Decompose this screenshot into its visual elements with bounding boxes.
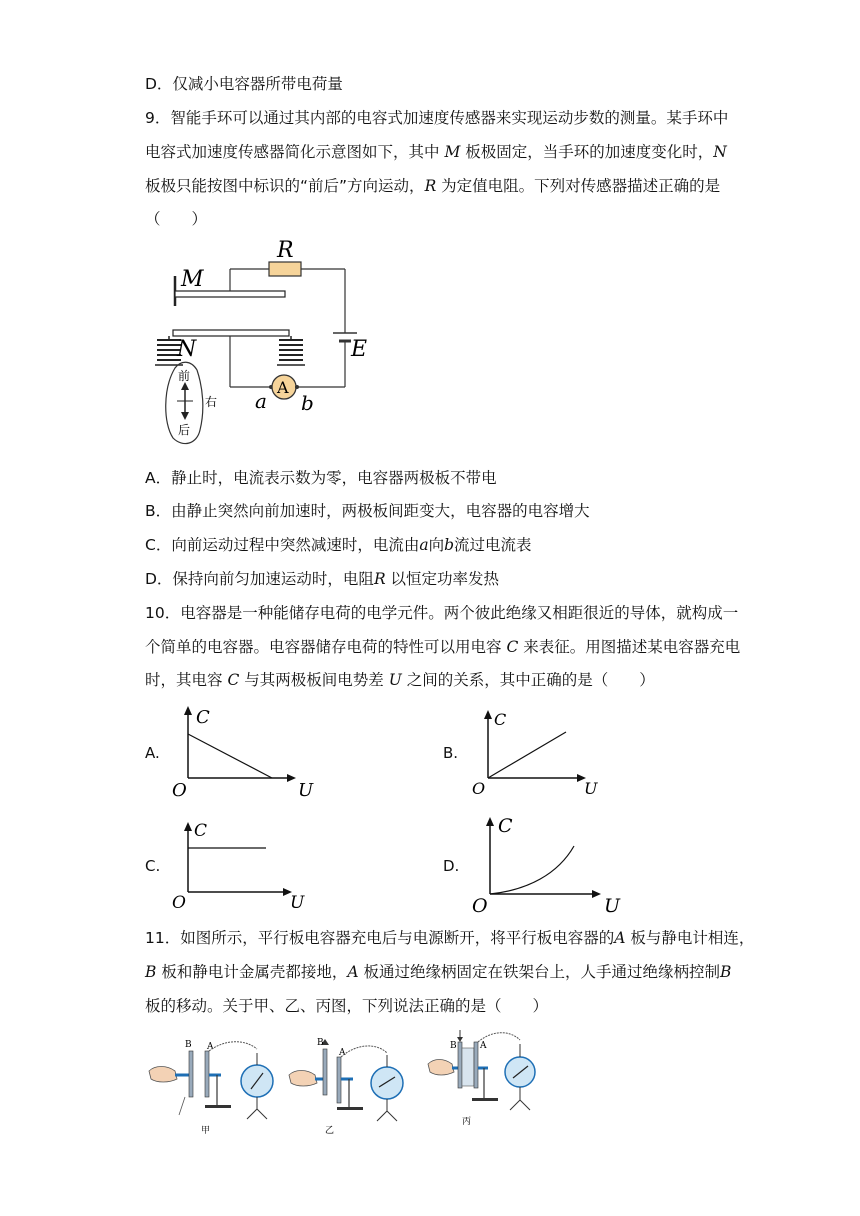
q11-stem-line-1: 11．如图所示，平行板电容器充电后与电源断开，将平行板电容器的A 板与静电计相连， bbox=[145, 929, 755, 947]
svg-text:U: U bbox=[290, 893, 305, 913]
svg-text:A: A bbox=[339, 1048, 346, 1058]
q10-option-b-label: B. bbox=[443, 744, 459, 762]
svg-text:B: B bbox=[185, 1040, 192, 1050]
svg-text:丙: 丙 bbox=[462, 1117, 472, 1126]
svg-text:C: C bbox=[498, 815, 513, 837]
label-m: M bbox=[181, 267, 204, 292]
resistor-r bbox=[269, 262, 301, 276]
q9-option-c: C．向前运动过程中突然减速时，电流由a向b流过电流表 bbox=[145, 536, 532, 554]
svg-text:O: O bbox=[472, 779, 486, 798]
svg-text:O: O bbox=[172, 893, 186, 913]
q10-stem-line-3: 时，其电容 C 与其两极板间电势差 U 之间的关系，其中正确的是（ ） bbox=[145, 671, 655, 689]
svg-text:O: O bbox=[472, 895, 488, 916]
q10-graph-a bbox=[168, 704, 318, 800]
svg-text:O: O bbox=[172, 780, 187, 800]
q11-stem-line-3: 板的移动。关于甲、乙、丙图，下列说法正确的是（ ） bbox=[145, 997, 549, 1015]
hand-icon bbox=[428, 1060, 454, 1076]
q9-circuit-figure bbox=[145, 238, 385, 450]
q11-figure-jia bbox=[145, 1035, 283, 1135]
q10-stem-line-1: 10．电容器是一种能储存电荷的电学元件。两个彼此绝缘又相距很近的导体，就构成一 bbox=[145, 604, 739, 622]
q10-graph-d bbox=[468, 812, 628, 916]
q10-option-a-label: A. bbox=[145, 744, 160, 762]
svg-text:U: U bbox=[604, 895, 621, 916]
svg-text:后: 后 bbox=[178, 423, 191, 437]
svg-text:甲: 甲 bbox=[201, 1126, 211, 1135]
svg-text:U: U bbox=[298, 780, 314, 800]
svg-text:A: A bbox=[480, 1041, 487, 1051]
q10-option-d-label: D. bbox=[443, 857, 460, 875]
svg-text:C: C bbox=[194, 821, 208, 841]
svg-text:B: B bbox=[450, 1041, 457, 1051]
q9-stem-line-3: 板极只能按图中标识的“前后”方向运动，R 为定值电阻。下列对传感器描述正确的是 bbox=[145, 177, 721, 195]
svg-text:b: b bbox=[301, 391, 314, 415]
q11-figure-yi bbox=[285, 1035, 423, 1135]
q10-option-c-label: C. bbox=[145, 857, 161, 875]
svg-text:a: a bbox=[255, 389, 267, 413]
electrometer-icon bbox=[371, 1067, 403, 1099]
svg-text:U: U bbox=[584, 779, 598, 798]
q9-option-b: B．由静止突然向前加速时，两极板间距变大，电容器的电容增大 bbox=[145, 502, 590, 520]
graph-d-curve bbox=[490, 846, 574, 894]
q9-stem-line-2: 电容式加速度传感器简化示意图如下，其中 M 板极固定，当手环的加速度变化时，N bbox=[145, 143, 727, 161]
svg-text:C: C bbox=[196, 707, 210, 728]
svg-text:N: N bbox=[177, 337, 197, 362]
svg-text:E: E bbox=[351, 337, 368, 362]
svg-text:前: 前 bbox=[178, 369, 191, 383]
svg-text:A: A bbox=[207, 1042, 214, 1052]
svg-text:乙: 乙 bbox=[325, 1126, 335, 1135]
q11-stem-line-2: B 板和静电计金属壳都接地，A 板通过绝缘柄固定在铁架台上，人手通过绝缘柄控制B bbox=[145, 963, 732, 981]
graph-a-line bbox=[188, 734, 272, 778]
q10-graph-b bbox=[468, 706, 618, 800]
hand-icon bbox=[289, 1071, 317, 1087]
q9-option-d: D．保持向前匀加速运动时，电阻R 以恒定功率发热 bbox=[145, 570, 500, 588]
q8-option-d: D．仅减小电容器所带电荷量 bbox=[145, 75, 343, 93]
svg-text:R: R bbox=[277, 238, 294, 263]
q11-figure-bing bbox=[426, 1026, 550, 1126]
svg-text:B: B bbox=[317, 1038, 324, 1048]
q9-stem-line-1: 9．智能手环可以通过其内部的电容式加速度传感器来实现运动步数的测量。某手环中 bbox=[145, 109, 729, 127]
q9-option-a: A．静止时，电流表示数为零，电容器两极板不带电 bbox=[145, 469, 497, 487]
q9-answer-paren: （ ） bbox=[145, 210, 208, 228]
svg-text:A: A bbox=[277, 378, 289, 397]
graph-b-line bbox=[488, 732, 566, 778]
q10-stem-line-2: 个简单的电容器。电容器储存电荷的特性可以用电容 C 来表征。用图描述某电容器充电 bbox=[145, 638, 741, 656]
svg-text:右: 右 bbox=[205, 395, 218, 409]
q10-graph-c bbox=[168, 818, 318, 914]
svg-text:C: C bbox=[494, 710, 507, 729]
hand-icon bbox=[149, 1067, 177, 1083]
